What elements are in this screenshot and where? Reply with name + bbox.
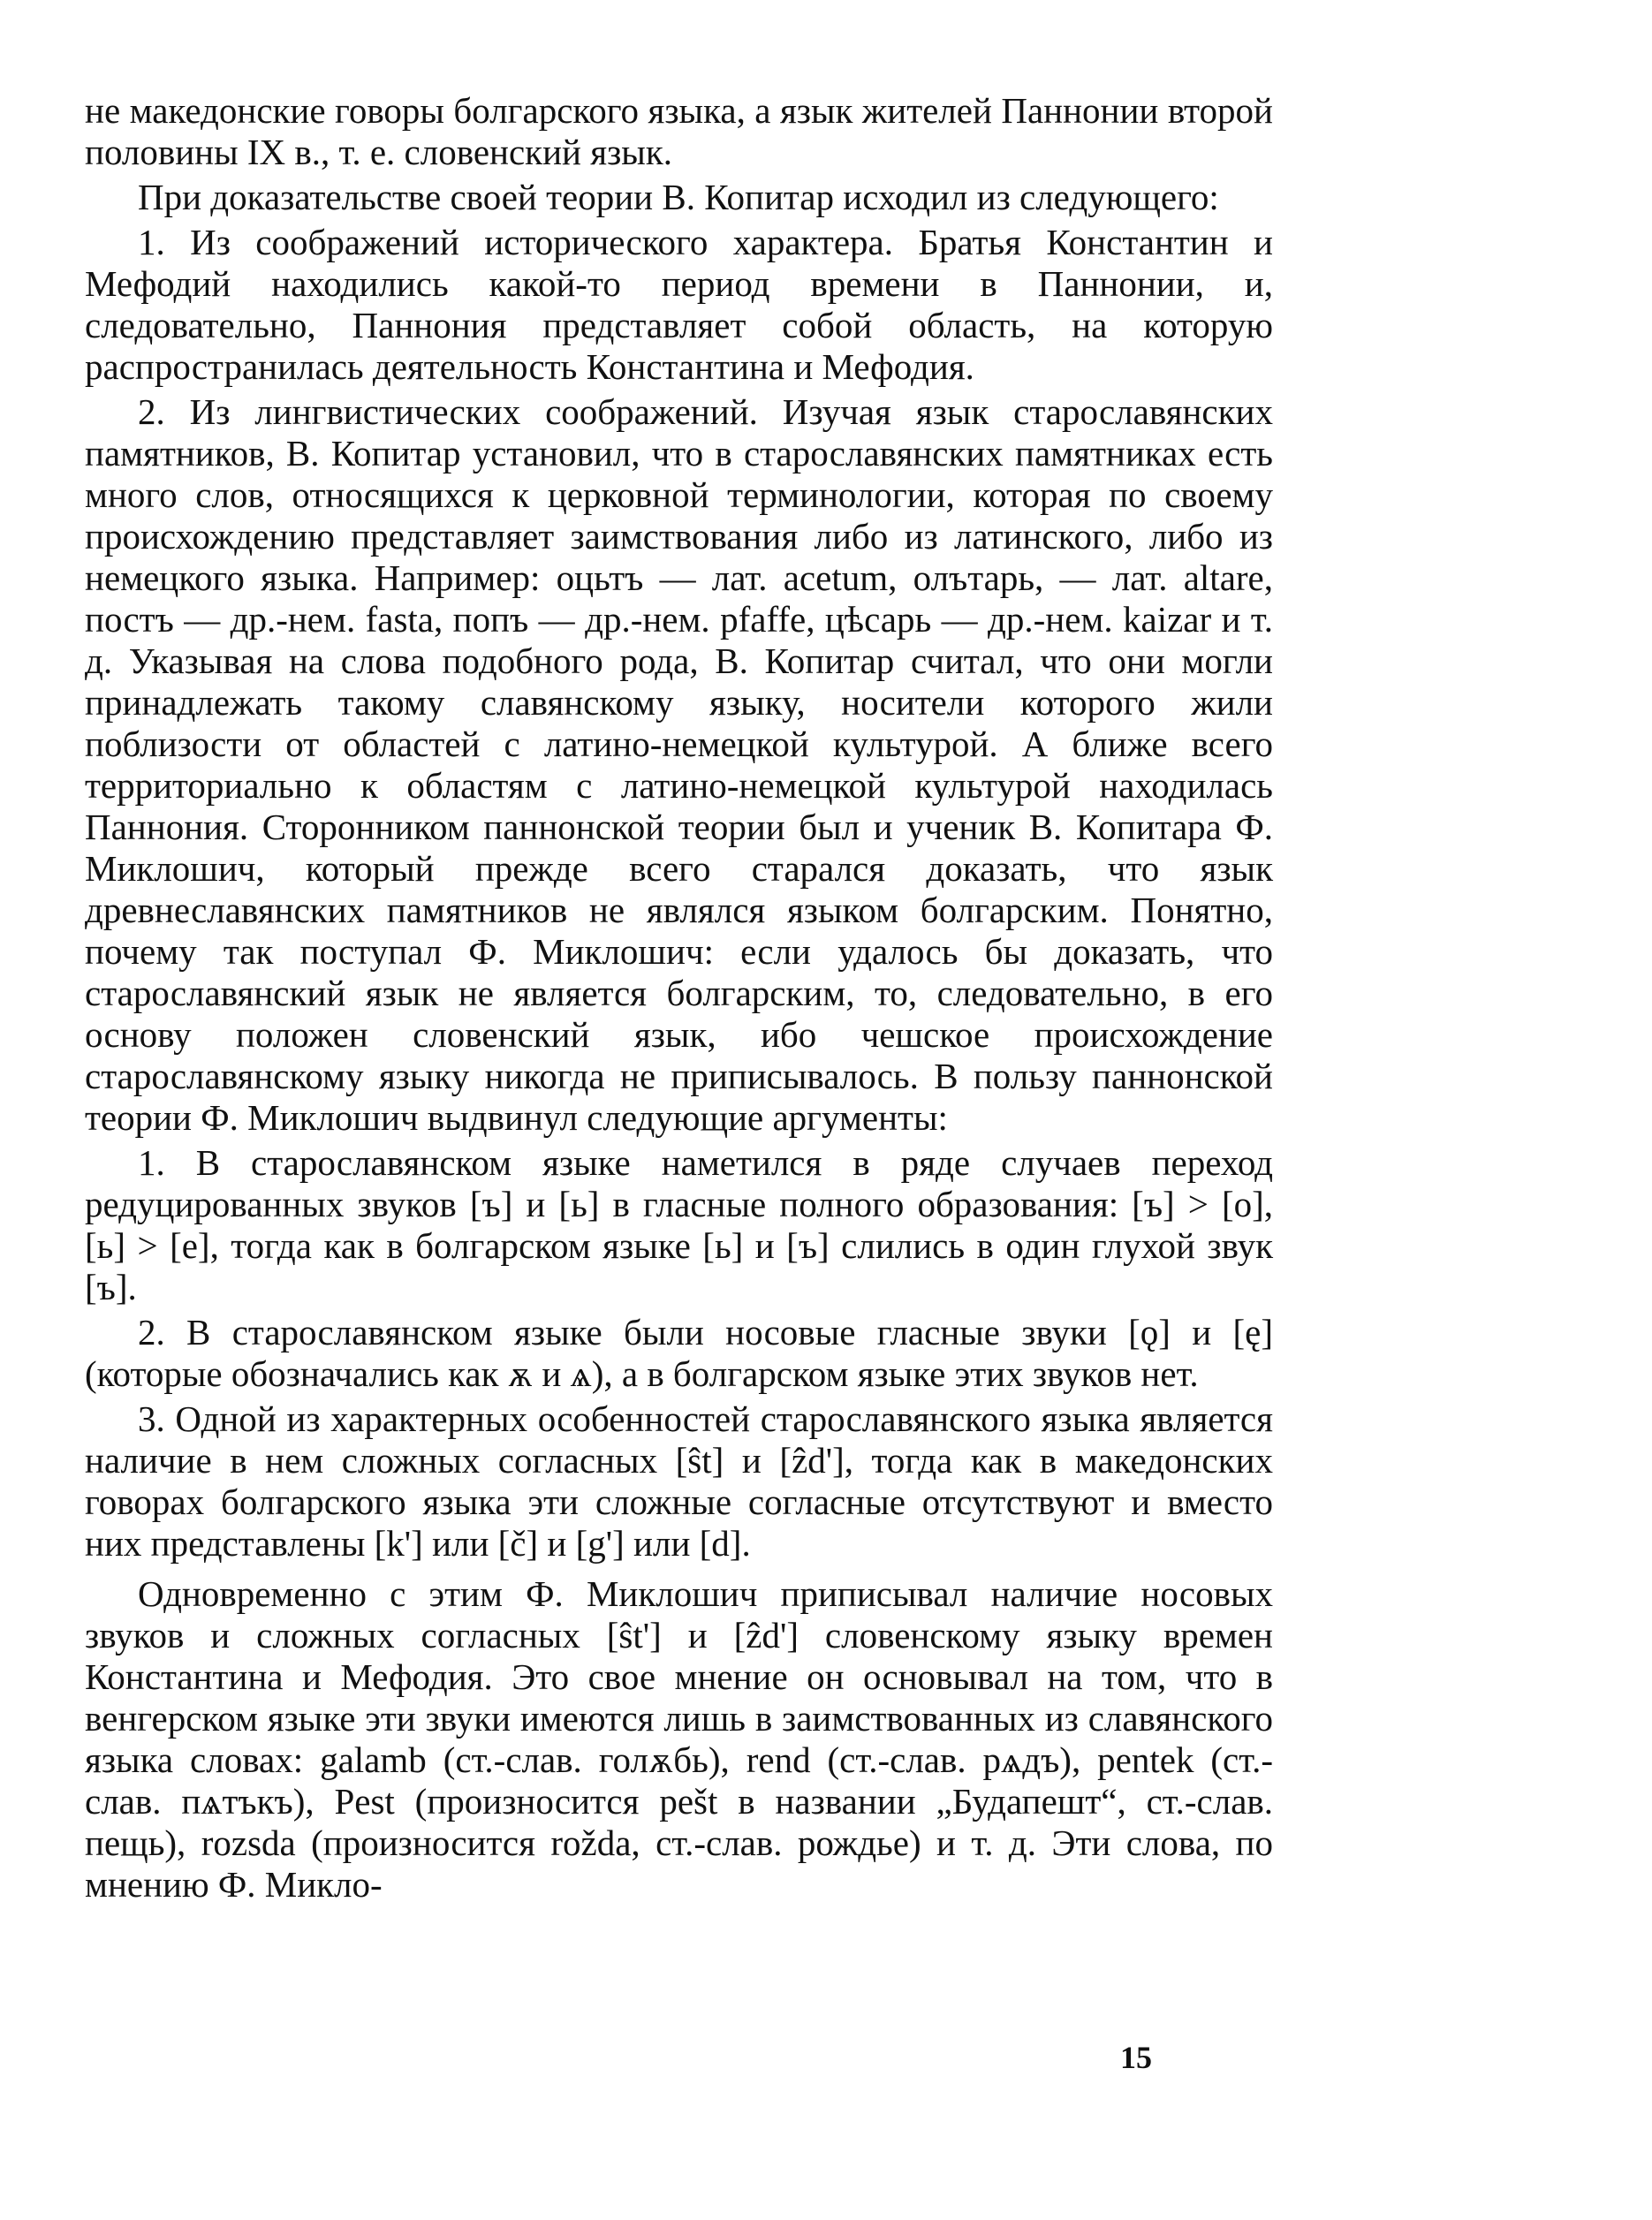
paragraph-complex-consonants: 3. Одной из характерных особенностей старославянского языка является наличие в нем сложных согласных [ŝt] и [ẑd'], тогда как в македонских говорах болгарского языка эти сложные согласные отсутствуют и вместо них представлены [k'] или [č] и [g'] или [d]. <box>85 1398 1273 1564</box>
paragraph-linguistic-argument: 2. Из лингвистических соображений. Изучая язык старославянских памятников, В. Копитар установил, что в старославянских памятниках есть много слов, относящихся к церковной терминологии, которая по своему происхождению представляет заимствования либо из латинского, либо из немецкого языка. Например: оцьтъ — лат. acetum, олътарь, — лат. altare, постъ — др.-нем. fasta, попъ — др.-нем. pfaffe, цѣсарь — др.-нем. kaizar и т. д. Указывая на слова подобного рода, В. Копитар считал, что они могли принадлежать такому славянскому языку, носители которого жили поблизости от областей с латино-немецкой культурой. А ближе всего территориально к областям с латино-немецкой культурой находилась Паннония. Сторонником паннонской теории был и ученик В. Копитара Ф. Миклошич, который прежде всего старался доказать, что язык древнеславянских памятников не являлся языком болгарским. Понятно, почему так поступал Ф. Миклошич: если удалось бы доказать, что старославянский язык не является болгарским, то, следовательно, в его основу положен словенский язык, ибо чешское происхождение старославянскому языку никогда не приписывалось. В пользу паннонской теории Ф. Миклошич выдвинул следующие аргументы: <box>85 391 1273 1138</box>
paragraph-continuation: не македонские говоры болгарского языка, а язык жителей Паннонии второй половины IX в., т. е. словенский язык. <box>85 90 1273 172</box>
page-number: 15 <box>1120 2040 1152 2075</box>
paragraph-nasal-vowels: 2. В старославянском языке были носовые гласные звуки [ǫ] и [ę] (которые обозначались как ѫ и ѧ), а в болгарском языке этих звуков нет. <box>85 1312 1273 1394</box>
paragraph-historical-argument: 1. Из соображений исторического характера. Братья Константин и Мефодий находились какой-то период времени в Паннонии, и, следовательно, Паннония представляет собой область, на которую распространилась деятельность Константина и Мефодия. <box>85 222 1273 387</box>
paragraph-reduced-vowels: 1. В старославянском языке наметился в ряде случаев переход редуцированных звуков [ъ] и [ь] в гласные полного образования: [ъ] > [о], [ь] > [е], тогда как в болгарском языке [ь] и [ъ] слились в один глухой звук [ъ]. <box>85 1142 1273 1307</box>
paragraph-intro: При доказательстве своей теории В. Копитар исходил из следующего: <box>138 177 1219 217</box>
paragraph-hungarian-loans: Одновременно с этим Ф. Миклошич приписывал наличие носовых звуков и сложных согласных [ŝt'] и [ẑd'] словенскому языку времен Константина и Мефодия. Это свое мнение он основывал на том, что в венгерском языке эти звуки имеются лишь в заимствованных из славянского языка словах: galamb (ст.-слав. голѫбь), rend (ст.-слав. рѧдъ), pentek (ст.-слав. пѧтъкъ), Pest (произносится pešt в названии „Будапешт“, ст.-слав. пещь), rozsda (произносится rožda, ст.-слав. рождье) и т. д. Эти слова, по мнению Ф. Микло- <box>85 1573 1273 1905</box>
document-page <box>85 90 1273 2193</box>
